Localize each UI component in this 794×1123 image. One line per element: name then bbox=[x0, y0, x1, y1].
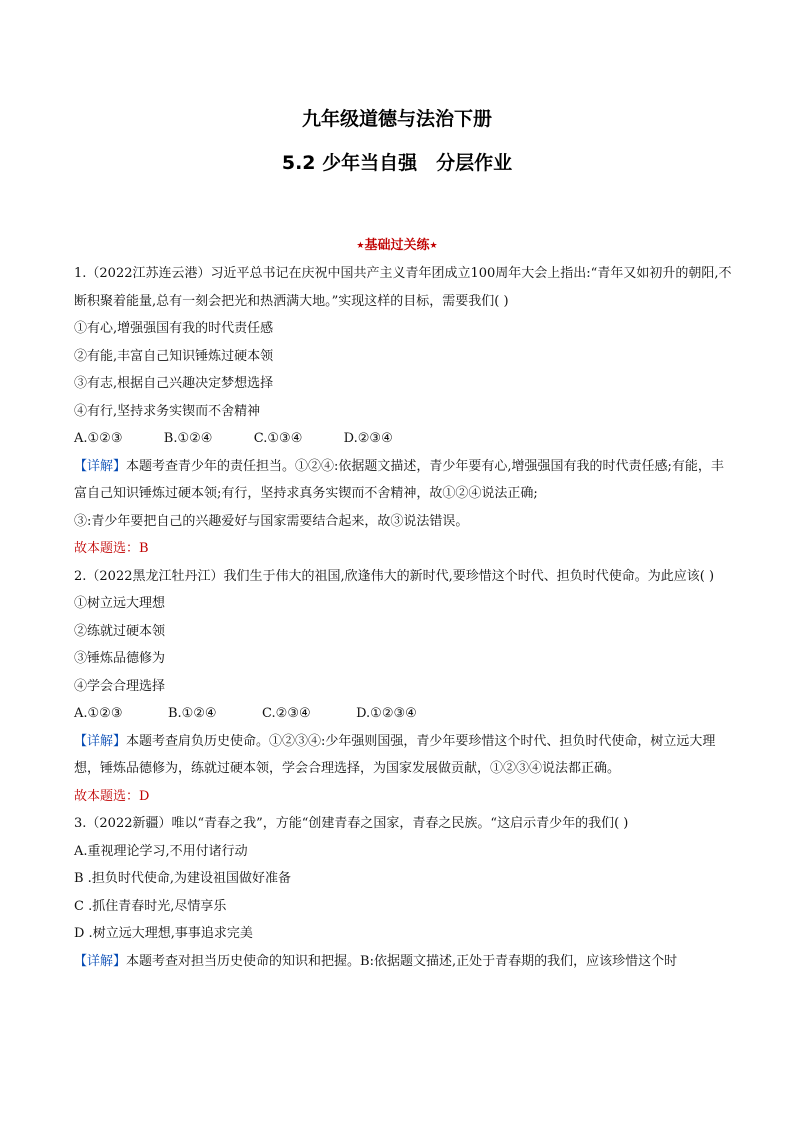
document-title: 九年级道德与法治下册 bbox=[301, 108, 492, 130]
section-heading bbox=[0, 234, 794, 253]
question-2-answer: 故本题选：D bbox=[74, 788, 150, 804]
question-2-explanation bbox=[74, 728, 736, 783]
explanation-tag: 【详解】 bbox=[74, 953, 127, 969]
star-icon: ★ bbox=[429, 241, 438, 251]
explanation-text: 本题考查青少年的责任担当。①②④:依据题文描述，青少年要有心,增强强国有我的时代责任感;有能，丰富自己知识锤炼过硬本领;有行，坚持求真务实锲而不舍精神，故①②④说法正确; bbox=[74, 458, 724, 501]
question-1-explanation bbox=[74, 453, 736, 508]
question-2-item: ④学会合理选择 bbox=[74, 678, 166, 694]
question-list bbox=[74, 260, 736, 975]
document-subtitle: 5.2 少年当自强 分层作业 bbox=[281, 152, 513, 174]
question-1-explanation-line: ③:青少年要把自己的兴趣爱好与国家需要结合起来，故③说法错误。 bbox=[74, 513, 469, 529]
question-3-stem: 3.（2022新疆）唯以“青春之我”，方能“创建青春之国家，青春之民族。“这启示青少年的我们( ) bbox=[74, 816, 629, 831]
question-1-options: A.①②③ B.①②④ C.①③④ D.②③④ bbox=[74, 431, 393, 446]
explanation-text: 本题考查对担当历史使命的知识和把握。B:依据题文描述,正处于青春期的我们，应该珍惜这个时 bbox=[126, 953, 678, 969]
question-1-stem: 1.（2022江苏连云港）习近平总书记在庆祝中国共产主义青年团成立100周年大会上指出:“青年又如初升的朝阳,不断积聚着能量,总有一刻会把光和热洒满大地。”实现这样的目标，需要我们( ) bbox=[74, 266, 732, 309]
question-3-option: A.重视理论学习,不用付诸行动 bbox=[74, 843, 248, 859]
question-3-option: B .担负时代使命,为建设祖国做好准备 bbox=[74, 871, 291, 886]
question-3-option: D .树立远大理想,事事追求完美 bbox=[74, 926, 253, 941]
question-2-item: ①树立远大理想 bbox=[74, 596, 166, 611]
star-icon: ★ bbox=[356, 241, 365, 251]
explanation-tag: 【详解】 bbox=[74, 733, 127, 749]
question-2-item: ②练就过硬本领 bbox=[74, 623, 166, 639]
explanation-tag: 【详解】 bbox=[74, 458, 127, 474]
question-1-item: ④有行,坚持求务实锲而不舍精神 bbox=[74, 403, 261, 419]
question-1-item: ③有志,根据自己兴趣决定梦想选择 bbox=[74, 376, 274, 391]
question-1-item: ②有能,丰富自己知识锤炼过硬本领 bbox=[74, 348, 274, 364]
question-2-options: A.①②③ B.①②④ C.②③④ D.①②③④ bbox=[74, 706, 417, 721]
question-1-item: ①有心,增强强国有我的时代责任感 bbox=[74, 321, 274, 336]
explanation-text: 本题考查肩负历史使命。①②③④:少年强则国强，青少年要珍惜这个时代、担负时代使命，树立远大理想，锤炼品德修为，练就过硬本领，学会合理选择，为国家发展做贡献，①②③④说法都正确。 bbox=[74, 733, 716, 776]
question-1-answer: 故本题选：B bbox=[74, 541, 149, 556]
question-2-stem: 2.（2022黑龙江牡丹江）我们生于伟大的祖国,欣逢伟大的新时代,要珍惜这个时代、担负时代使命。为此应该( ) bbox=[74, 568, 715, 584]
section-label: 基础过关练 bbox=[364, 238, 430, 253]
question-3-explanation bbox=[74, 948, 736, 976]
question-3-option: C .抓住青春时光,尽情享乐 bbox=[74, 898, 227, 914]
question-2-item: ③锤炼品德修为 bbox=[74, 651, 166, 666]
